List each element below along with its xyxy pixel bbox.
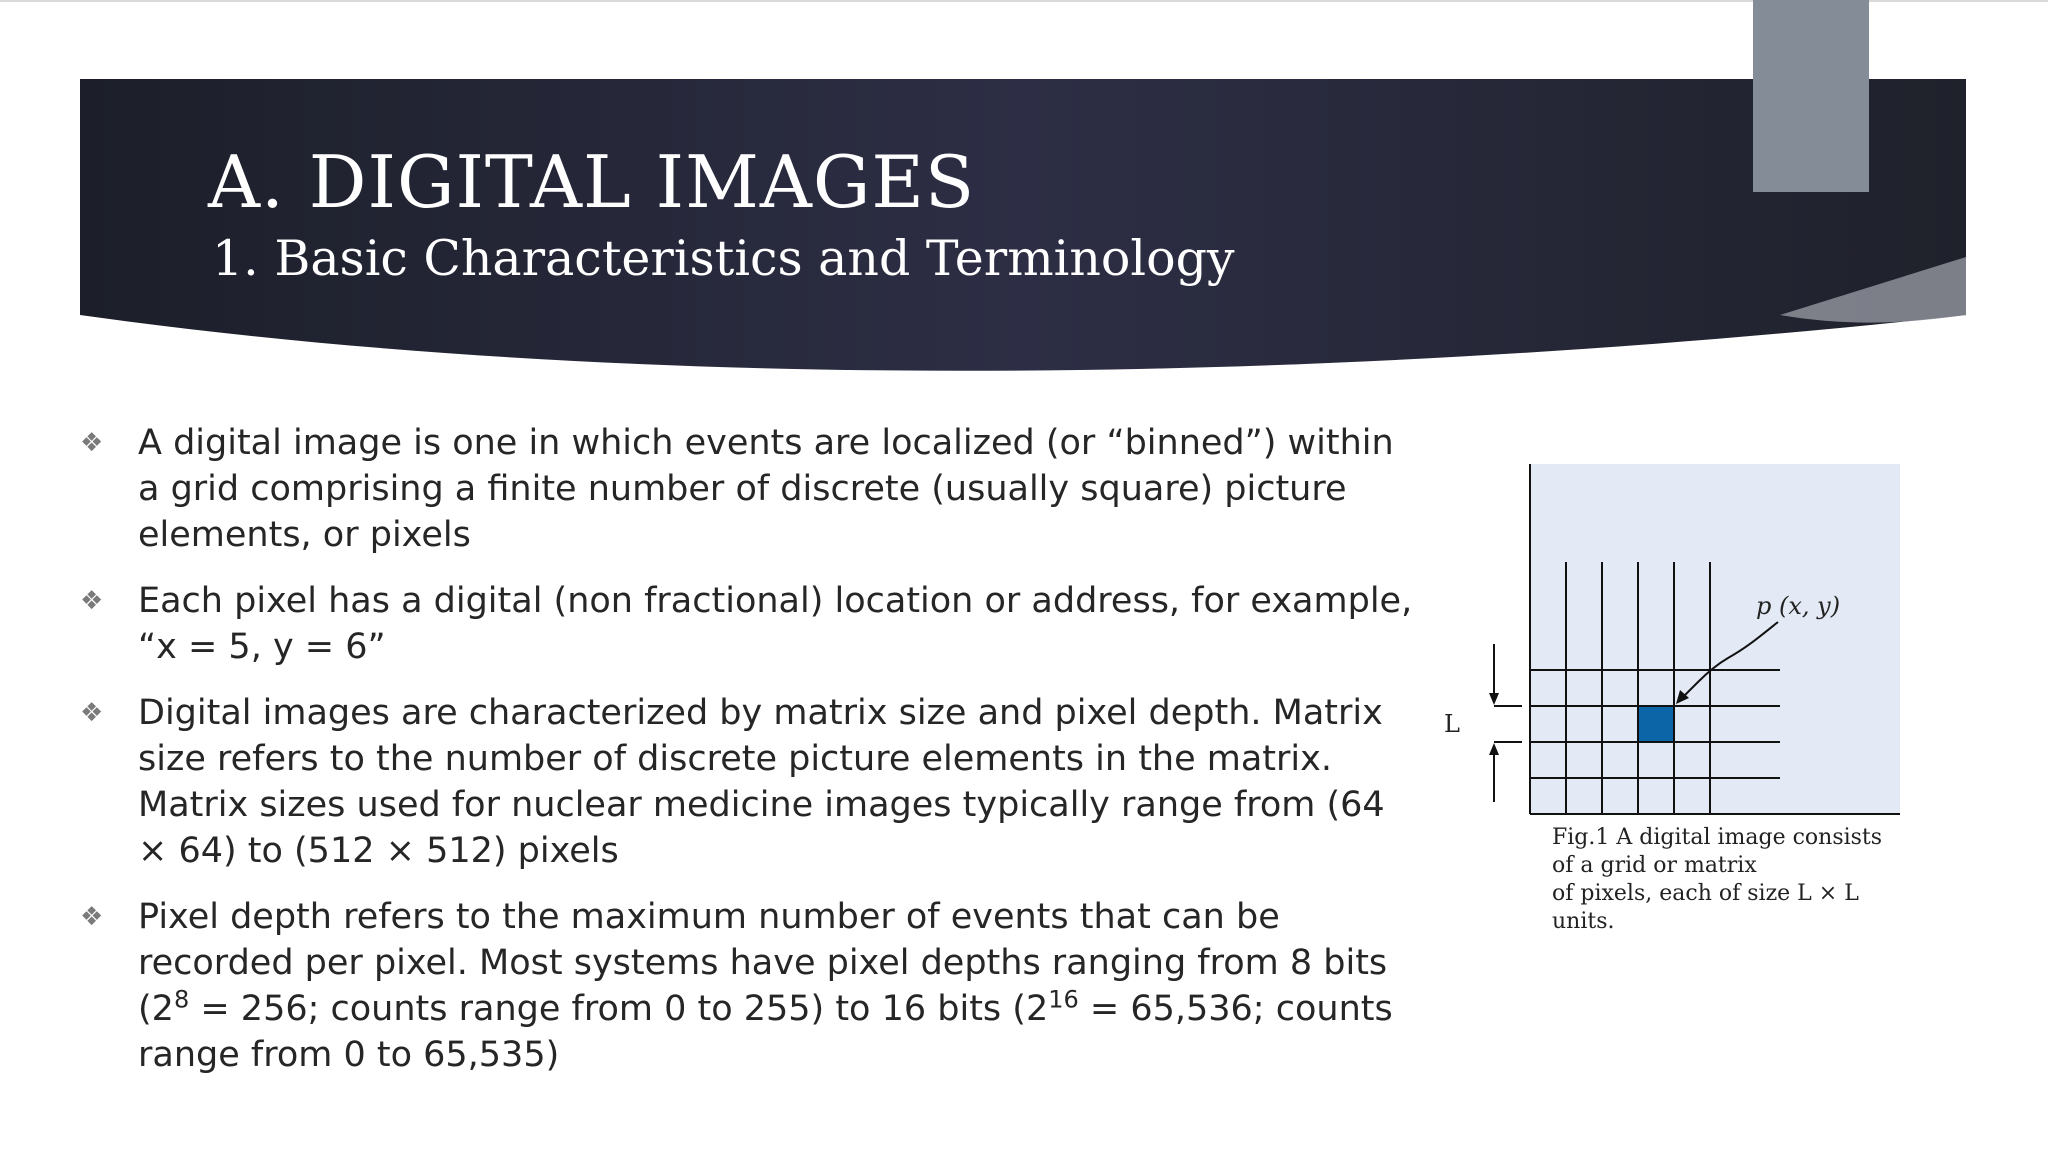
bullet-list [80,420,1420,1098]
caption-line: units. [1552,909,1615,934]
point-label: p (x, y) [1756,592,1841,620]
bullet-item [80,578,1420,670]
bullet-text-part: = 256; counts range from 0 to 255) to 16 bits (2 [189,989,1049,1029]
bullet-text: A digital image is one in which events are localized (or “binned”) within a grid comprising a finite number of discrete (usually square) picture elements, or pixels [138,423,1394,555]
highlighted-pixel [1639,707,1673,741]
figure-caption [1552,824,1892,936]
header-tab [1753,0,1869,192]
size-marker-icon [1494,644,1522,802]
slide-subtitle: 1. Basic Characteristics and Terminology [212,230,1235,287]
title-banner [80,79,1966,379]
top-rule [0,0,2048,2]
caption-line: of a grid or matrix [1552,853,1757,878]
pixel-grid-diagram [1436,462,1906,822]
bullet-item [80,894,1420,1078]
diamond-bullet-icon: ❖ [80,902,104,932]
superscript: 16 [1048,985,1079,1014]
bullet-item [80,420,1420,558]
pixel-grid-figure [1436,462,1906,942]
bullet-text-part: = 65,536; counts range from 0 to 65,535) [138,989,1393,1075]
size-label: L [1444,710,1460,738]
figure-background [1530,464,1900,814]
caption-line: of pixels, each of size L × L [1552,881,1859,906]
diamond-bullet-icon: ❖ [80,428,104,458]
bullet-item [80,690,1420,874]
superscript: 8 [173,985,190,1014]
bullet-text [138,897,1393,1075]
diamond-bullet-icon: ❖ [80,698,104,728]
bullet-text: Each pixel has a digital (non fractional) location or address, for example, “x = 5, y = 6” [138,581,1413,667]
slide-title: A. DIGITAL IMAGES [208,140,976,224]
bullet-text: Digital images are characterized by matrix size and pixel depth. Matrix size refers to the number of discrete picture elements in the matrix. Matrix sizes used for nuclear medicine images typically range from (64 × 64) to (512 × 512) pixels [138,693,1385,871]
bullet-text-part: Pixel depth refers to the maximum number of events that can be recorded per pixel. Most systems have pixel depths ranging from 8 bits (2 [138,897,1388,1029]
diamond-bullet-icon: ❖ [80,586,104,616]
caption-line: Fig.1 A digital image consists [1552,825,1883,850]
